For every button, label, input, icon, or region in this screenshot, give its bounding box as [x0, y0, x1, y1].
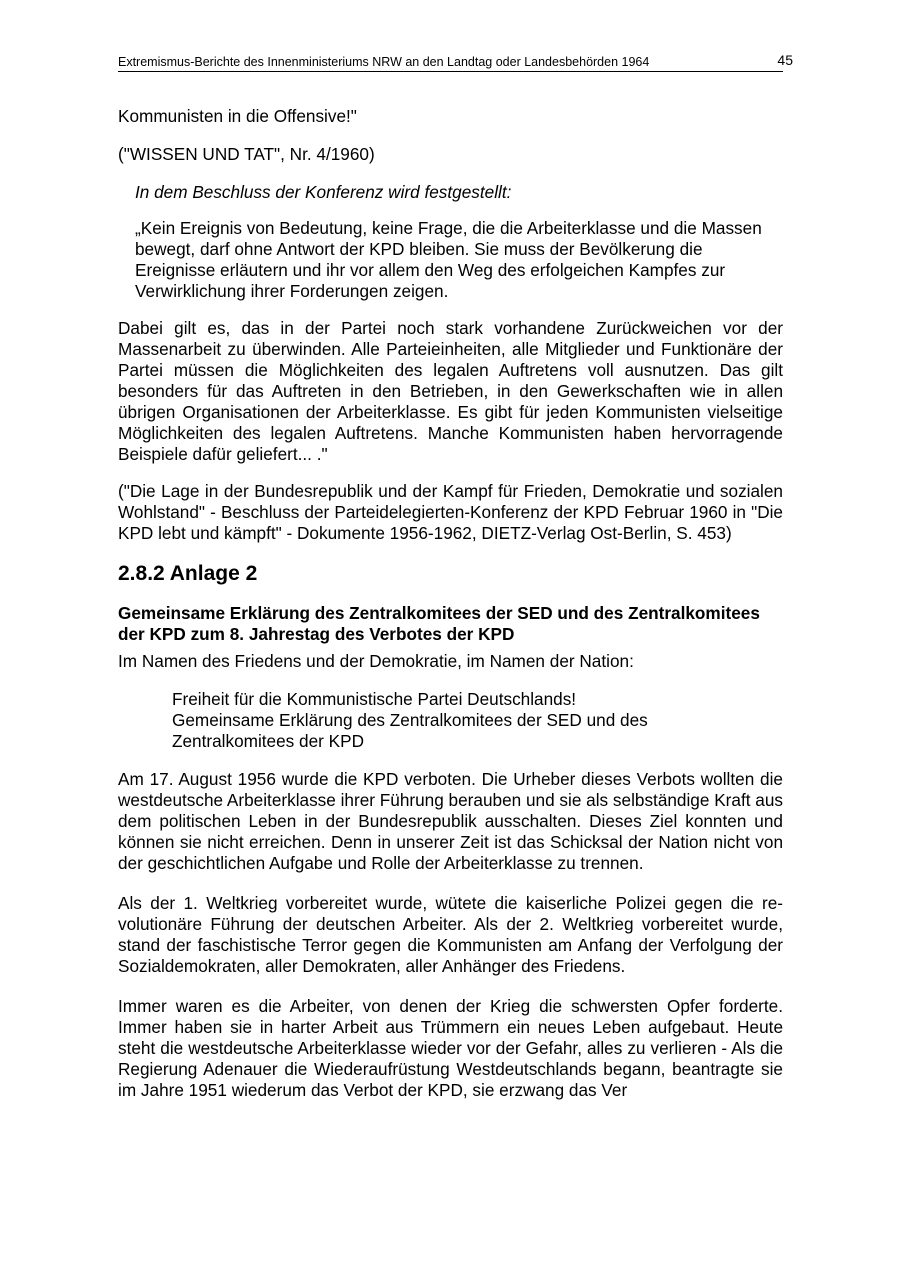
subsection-heading: Gemeinsame Erklärung des Zentralkomitees der SED und des Zentralkomitees der KPD zum 8. Jahrestag des Verbotes der KPD	[118, 603, 760, 644]
paragraph-immer-waren-es: Immer waren es die Arbeiter, von denen der Krieg die schwersten Opfer forderte. Immer haben sie in harter Arbeit aus Trümmern ein neues Leben aufgebaut. Heute steht die westdeutsche Arbeiterklasse wieder vor der Gefahr, alles zu verlieren - Als die Regierung Adenauer die Wiederaufrüstung Westdeutschlands begann, beantragte sie im Jahre 1951 wiederum das Verbot der KPD, sie erzwang das Ver	[118, 996, 783, 1100]
paragraph-dabei-gilt-es: Dabei gilt es, das in der Partei noch stark vorhandene Zurückweichen vor der Massenarbeit zu überwinden. Alle Parteieinheiten, alle Mitglieder und Funktionäre der Partei müssen die Möglichkeiten des legalen Auftretens voll ausnutzen. Das gilt besonders für das Auftreten in den Betrieben, in den Gewerkschaften wie in allen übrigen Organisationen der Arbeiterklasse. Es gibt für jeden Kommunisten vielseitige Möglichkeiten des legalen Auftretens. Manche Kommunisten haben hervorragende Beispiele dafür geliefert... ."	[118, 318, 783, 464]
paragraph-im-namen: Im Namen des Friedens und der Demokratie, im Namen der Nation:	[118, 651, 634, 671]
running-header	[118, 52, 793, 72]
paragraph-italic-intro: In dem Beschluss der Konferenz wird festgestellt:	[135, 182, 512, 202]
indented-line: Freiheit für die Kommunistische Partei Deutschlands!	[172, 689, 577, 709]
indented-line: Zentralkomitees der KPD	[172, 731, 364, 751]
paragraph-am-17-august: Am 17. August 1956 wurde die KPD verboten. Die Urheber dieses Verbots wollten die westdeutsche Arbeiterklasse ihrer Führung berauben und sie als selbständige Kraft aus dem politischen Leben in der Bundesrepublik ausschalten. Dieses Ziel konnten und können sie nicht erreichen. Denn in unserer Zeit ist das Schicksal der Nation nicht von der geschichtlichen Aufgabe und Rolle der Arbeiterklasse zu trennen.	[118, 769, 783, 873]
indented-title-block	[172, 689, 783, 752]
paragraph-source-citation: ("Die Lage in der Bundesrepublik und der Kampf für Frieden, Demokratie und sozialen Wohlstand" - Beschluss der Parteidelegierten-Konferenz der KPD Februar 1960 in "Die KPD lebt und kämpft" - Dokumente 1956-1962, DIETZ-Verlag Ost-Berlin, S. 453)	[118, 481, 783, 543]
page-content	[118, 106, 783, 1101]
page-number: 45	[777, 52, 793, 68]
paragraph-citation-wissen-und-tat: ("WISSEN UND TAT", Nr. 4/1960)	[118, 144, 375, 164]
section-heading: 2.8.2 Anlage 2	[118, 562, 258, 585]
paragraph-closing-quote: Kommunisten in die Offensive!"	[118, 106, 357, 126]
paragraph-block-quote: „Kein Ereignis von Bedeutung, keine Frage, die die Arbeiterklasse und die Massen bewegt, darf ohne Antwort der KPD bleiben. Sie muss der Bevölkerung die Ereignisse erläutern und ihr vor allem den Weg des erfolgeichen Kampfes zur Verwirklichung ihrer Forderungen zeigen.	[135, 218, 762, 301]
paragraph-weltkrieg: Als der 1. Weltkrieg vorbereitet wurde, wütete die kaiserliche Polizei gegen die revolutionäre Führung der deutschen Arbeiter. Als der 2. Weltkrieg vorbereitet wurde, stand der faschistische Terror gegen die Kommunisten am Anfang der Verfolgung der Sozialdemokraten, aller Demokraten, aller Anhänger des Friedens.	[118, 893, 783, 976]
indented-line: Gemeinsame Erklärung des Zentralkomitees der SED und des	[172, 710, 648, 730]
header-title: Extremismus-Berichte des Innenministeriums NRW an den Landtag oder Landesbehörden 1964	[118, 55, 650, 69]
